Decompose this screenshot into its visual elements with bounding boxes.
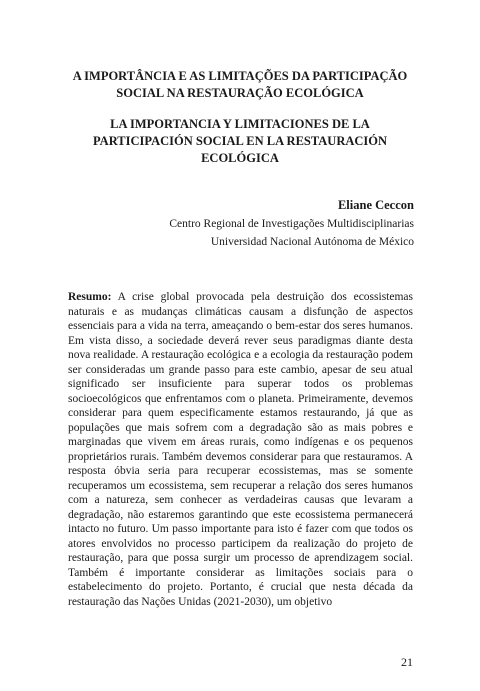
abstract-text: A crise global provocada pela destruição dos ecossistemas naturais e as mudanças climáticas causam a disfunção de aspectos essenciais para a vida na terra, ameaçando o bem-estar dos seres humanos. Em vista disso, a sociedade deverá rever seus paradigmas diante desta nova realidade. A restauração ecológica e a ecologia da restauração podem ser consideradas um grande passo para este cambio, apesar de seu atual significado ser insuficiente para superar todos os problemas socioecológicos que enfrentamos com o planeta. Primeiramente, devemos considerar para quem especificamente estamos restaurando, já que as populações que mais sofrem com a degradação são as mais pobres e marginadas que vivem em áreas rurais, como indígenas e os pequenos proprietários rurais. Também devemos considerar para que restauramos. A resposta óbvia seria para recuperar ecossistemas, mas se somente recuperamos um ecossistema, sem recuperar a relação dos seres humanos com a natureza, sem conhecer as verdadeiras causas que levaram a degradação, não estaremos garantindo que este ecossistema permanecerá intacto no futuro. Um passo importante para isto é fazer com que todos os atores envolvidos no processo participem da realização do projeto de restauração, para que possa surgir um processo de aprendizagem social. Também é importante considerar as limitações sociais para o estabelecimento do projeto. Portanto, é crucial que nesta década da restauração das Nações Unidas (2021-2030), um objetivo: [68, 291, 413, 608]
abstract: [68, 290, 413, 609]
title-portuguese: A IMPORTÂNCIA E AS LIMITAÇÕES DA PARTICIPAÇÃO SOCIAL NA RESTAURAÇÃO ECOLÓGICA: [72, 69, 408, 100]
abstract-label: Resumo:: [68, 291, 112, 303]
author-name: Eliane Ceccon: [337, 198, 414, 212]
affiliation-line-2: Universidad Nacional Autónoma de México: [210, 236, 414, 248]
affiliation-line-1: Centro Regional de Investigações Multidisciplinarias: [169, 218, 414, 230]
page-number: 21: [401, 655, 413, 669]
author-affiliation: [169, 215, 414, 251]
title-spanish: LA IMPORTANCIA Y LIMITACIONES DE LA PARTICIPACIÓN SOCIAL EN LA RESTAURACIÓN ECOLÓGICA: [92, 117, 388, 165]
